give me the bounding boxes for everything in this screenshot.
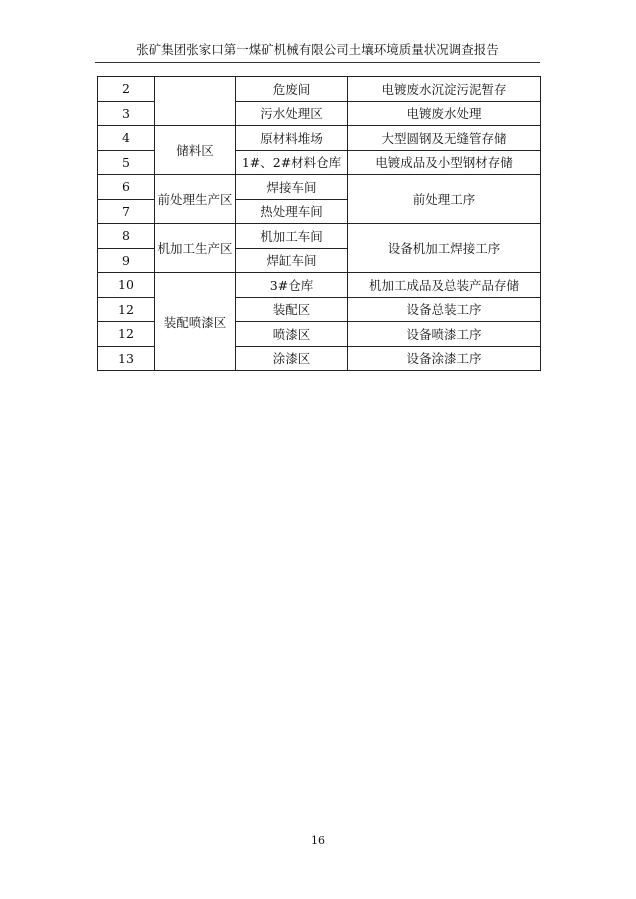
area-cell: 储料区 (155, 126, 236, 175)
facility-cell: 焊接车间 (236, 175, 348, 200)
row-number-cell: 4 (98, 126, 155, 151)
facility-cell: 污水处理区 (236, 101, 348, 126)
facility-cell: 危废间 (236, 77, 348, 102)
row-number-cell: 8 (98, 224, 155, 249)
facility-cell: 装配区 (236, 297, 348, 322)
row-number-cell: 7 (98, 199, 155, 224)
facility-cell: 涂漆区 (236, 346, 348, 371)
row-number-cell: 12 (98, 322, 155, 347)
facility-cell: 原材料堆场 (236, 126, 348, 151)
area-cell: 前处理生产区 (155, 175, 236, 224)
row-number-cell: 10 (98, 273, 155, 298)
table-row (98, 224, 541, 249)
row-number-cell: 5 (98, 150, 155, 175)
purpose-cell: 前处理工序 (348, 175, 541, 224)
purpose-cell: 电镀废水处理 (348, 101, 541, 126)
facility-cell: 焊缸车间 (236, 248, 348, 273)
purpose-cell: 电镀废水沉淀污泥暂存 (348, 77, 541, 102)
purpose-cell: 设备喷漆工序 (348, 322, 541, 347)
area-cell: 装配喷漆区 (155, 273, 236, 371)
area-cell (155, 77, 236, 126)
row-number-cell: 13 (98, 346, 155, 371)
row-number-cell: 2 (98, 77, 155, 102)
purpose-cell: 设备涂漆工序 (348, 346, 541, 371)
facility-cell: 3#仓库 (236, 273, 348, 298)
facility-cell: 机加工车间 (236, 224, 348, 249)
table-row (98, 175, 541, 200)
purpose-cell: 电镀成品及小型钢材存储 (348, 150, 541, 175)
area-cell: 机加工生产区 (155, 224, 236, 273)
purpose-cell: 设备机加工焊接工序 (348, 224, 541, 273)
row-number-cell: 12 (98, 297, 155, 322)
facility-cell: 喷漆区 (236, 322, 348, 347)
row-number-cell: 6 (98, 175, 155, 200)
page-number: 16 (311, 834, 325, 847)
row-number-cell: 3 (98, 101, 155, 126)
row-number-cell: 9 (98, 248, 155, 273)
table-row (98, 77, 541, 102)
page-header: 张矿集团张家口第一煤矿机械有限公司土壤环境质量状况调查报告 (136, 42, 499, 57)
header-rule (95, 62, 540, 63)
table-row (98, 273, 541, 298)
purpose-cell: 机加工成品及总装产品存储 (348, 273, 541, 298)
facility-cell: 1#、2#材料仓库 (236, 150, 348, 175)
region-table (97, 76, 541, 371)
table-row (98, 126, 541, 151)
facility-cell: 热处理车间 (236, 199, 348, 224)
purpose-cell: 大型圆钢及无缝管存储 (348, 126, 541, 151)
purpose-cell: 设备总装工序 (348, 297, 541, 322)
